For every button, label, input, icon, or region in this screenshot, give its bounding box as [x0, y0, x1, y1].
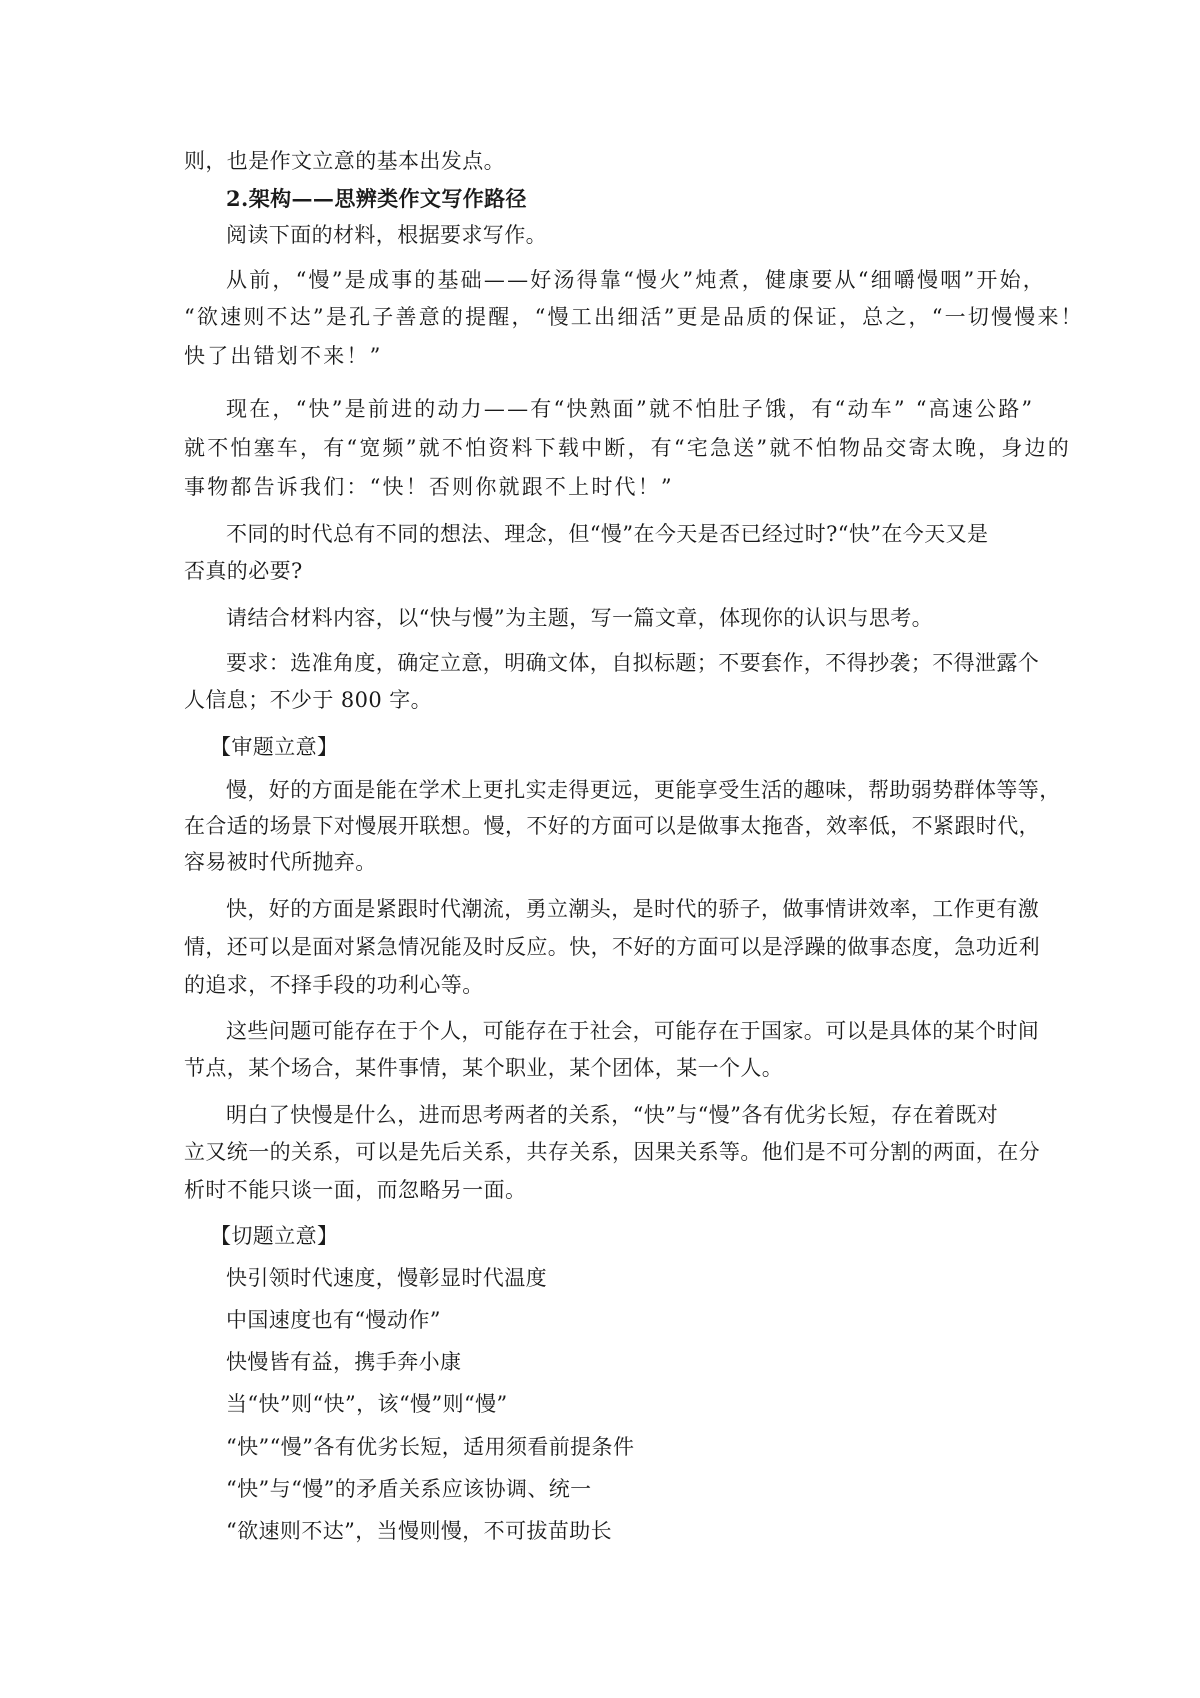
thesis-item: 快引领时代速度，慢彰显时代温度	[226, 1266, 547, 1290]
material-line: “欲速则不达”是孔子善意的提醒，“慢工出细活”更是品质的保证，总之，“一切慢慢来！	[184, 305, 1084, 329]
text-line: 人信息；不少于 800 字。	[184, 688, 433, 712]
text-line: 这些问题可能存在于个人，可能存在于社会，可能存在于国家。可以是具体的某个时间	[226, 1019, 1040, 1043]
material-line: 快了出错划不来！”	[184, 344, 383, 368]
text-line: 情，还可以是面对紧急情况能及时反应。快，不好的方面可以是浮躁的做事态度，急功近利	[184, 935, 1040, 959]
text-line: 容易被时代所抛弃。	[184, 850, 377, 874]
text-line: 否真的必要?	[184, 559, 303, 583]
thesis-item: 中国速度也有“慢动作”	[226, 1308, 441, 1332]
text-line: 节点，某个场合，某件事情，某个职业，某个团体，某一个人。	[184, 1056, 784, 1080]
thesis-item: “欲速则不达”，当慢则慢，不可拔苗助长	[226, 1519, 613, 1543]
section-heading: 2.架构——思辨类作文写作路径	[226, 186, 527, 211]
thesis-item: “快”与“慢”的矛盾关系应该协调、统一	[226, 1477, 592, 1501]
text-line: 阅读下面的材料，根据要求写作。	[226, 223, 547, 247]
material-line: 事物都告诉我们：“快！否则你就跟不上时代！”	[184, 475, 674, 499]
text-line: 的追求，不择手段的功利心等。	[184, 973, 484, 997]
material-line: 现在，“快”是前进的动力——有“快熟面”就不怕肚子饿，有“动车” “高速公路”	[226, 397, 1035, 421]
text-line: 明白了快慢是什么，进而思考两者的关系，“快”与“慢”各有优劣长短，存在着既对	[226, 1103, 999, 1127]
thesis-item: 快慢皆有益，携手奔小康	[226, 1350, 462, 1374]
subsection-heading: 【审题立意】	[210, 735, 339, 759]
subsection-heading: 【切题立意】	[210, 1224, 339, 1248]
material-line: 就不怕塞车，有“宽频”就不怕资料下载中断，有“宅急送”就不怕物品交寄太晚，身边的	[184, 436, 1071, 460]
material-line: 从前，“慢”是成事的基础——好汤得靠“慢火”炖煮，健康要从“细嚼慢咽”开始，	[226, 268, 1047, 292]
thesis-item: “快”“慢”各有优劣长短，适用须看前提条件	[226, 1435, 635, 1459]
thesis-item: 当“快”则“快”，该“慢”则“慢”	[226, 1392, 508, 1416]
text-line: 在合适的场景下对慢展开联想。慢，不好的方面可以是做事太拖沓，效率低，不紧跟时代，	[184, 814, 1040, 838]
text-line: 立又统一的关系，可以是先后关系，共存关系，因果关系等。他们是不可分割的两面，在分	[184, 1140, 1040, 1164]
text-line: 要求：选准角度，确定立意，明确文体，自拟标题；不要套作，不得抄袭；不得泄露个	[226, 651, 1040, 675]
text-line: 析时不能只谈一面，而忽略另一面。	[184, 1178, 527, 1202]
text-line: 不同的时代总有不同的想法、理念，但“慢”在今天是否已经过时?“快”在今天又是	[226, 522, 989, 546]
text-line: 慢，好的方面是能在学术上更扎实走得更远，更能享受生活的趣味，帮助弱势群体等等，	[226, 778, 1061, 802]
text-line: 则，也是作文立意的基本出发点。	[184, 149, 505, 173]
text-line: 快，好的方面是紧跟时代潮流，勇立潮头，是时代的骄子，做事情讲效率，工作更有激	[226, 897, 1040, 921]
text-line: 请结合材料内容，以“快与慢”为主题，写一篇文章，体现你的认识与思考。	[226, 606, 934, 630]
